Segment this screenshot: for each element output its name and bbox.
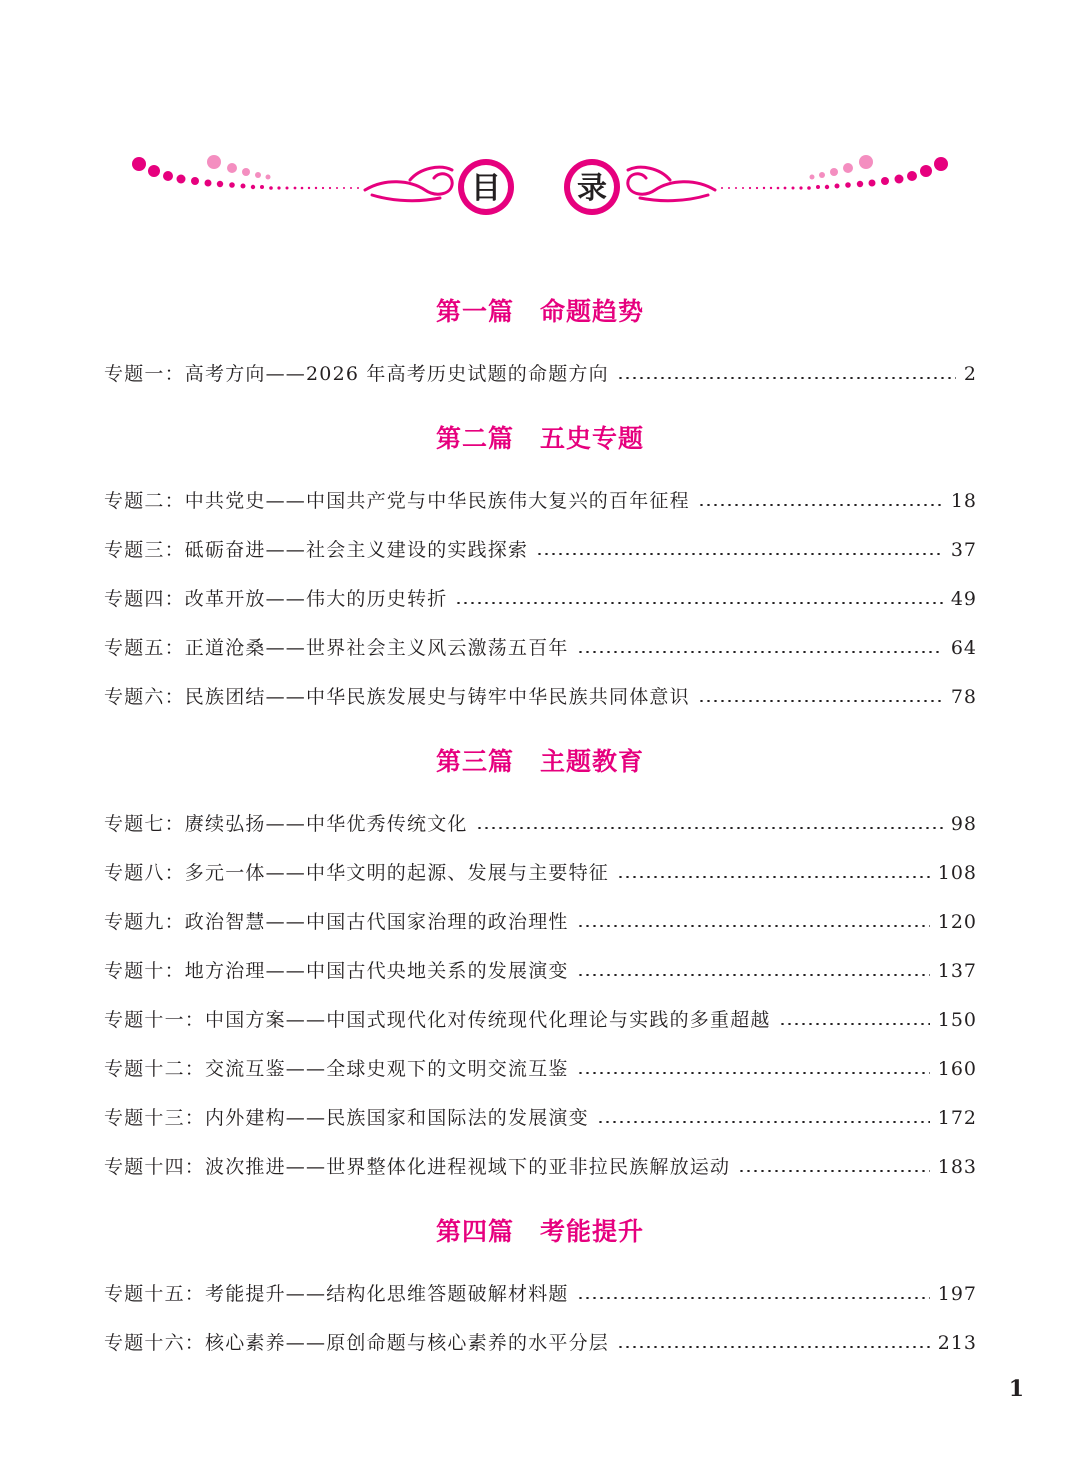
toc-entry[interactable] (104, 806, 977, 836)
toc-entry-page: 2 (963, 363, 977, 385)
right-swirl-ornament (628, 167, 715, 200)
part-title: 第二篇 五史专题 (435, 424, 644, 453)
toc-entry-page: 108 (937, 862, 977, 884)
dot-leader (698, 700, 943, 702)
toc-entry-title: 专题五：正道沧桑——世界社会主义风云激荡五百年 (104, 637, 569, 659)
toc-entry-title: 专题八：多元一体——中华文明的起源、发展与主要特征 (104, 862, 610, 884)
dot-leader (577, 1072, 930, 1074)
dot-leader (577, 1297, 930, 1299)
toc-entry-page: 160 (937, 1058, 977, 1080)
toc-entry-page: 120 (937, 911, 977, 933)
dot-leader (617, 876, 930, 878)
toc-entry[interactable] (104, 953, 977, 983)
toc-entry-title: 专题十二：交流互鉴——全球史观下的文明交流互鉴 (104, 1058, 569, 1080)
toc-entry-page: 18 (950, 490, 977, 512)
dot-leader (698, 504, 943, 506)
toc-entry-title: 专题七：赓续弘扬——中华优秀传统文化 (104, 813, 468, 835)
toc-entry[interactable] (104, 855, 977, 885)
toc-title-char-2: 录 (577, 171, 607, 206)
toc-entry-page: 37 (950, 539, 977, 561)
toc-entry-title: 专题十三：内外建构——民族国家和国际法的发展演变 (104, 1107, 589, 1129)
toc-entry-title: 专题十：地方治理——中国古代央地关系的发展演变 (104, 960, 569, 982)
dot-leader (779, 1023, 930, 1025)
dot-leader (577, 651, 943, 653)
toc-entry[interactable] (104, 1276, 977, 1306)
dot-leader (617, 377, 956, 379)
toc-entry-page: 49 (950, 588, 977, 610)
toc-title-char-1: 目 (471, 171, 501, 206)
toc-entry[interactable] (104, 630, 977, 660)
toc-header-ornament (0, 140, 1080, 240)
dot-leader (577, 925, 930, 927)
toc-entry-page: 137 (937, 960, 977, 982)
dot-leader (617, 1346, 930, 1348)
toc-entry-page: 150 (937, 1009, 977, 1031)
toc-entry-page: 172 (937, 1107, 977, 1129)
dot-leader (476, 827, 943, 829)
toc-entry-title: 专题三：砥砺奋进——社会主义建设的实践探索 (104, 539, 529, 561)
toc-entry-title: 专题六：民族团结——中华民族发展史与铸牢中华民族共同体意识 (104, 686, 690, 708)
toc-entry-page: 78 (950, 686, 977, 708)
toc-entry-title: 专题二：中共党史——中国共产党与中华民族伟大复兴的百年征程 (104, 490, 690, 512)
toc-entry-page: 183 (937, 1156, 977, 1178)
toc-entry-title: 专题十四：波次推进——世界整体化进程视域下的亚非拉民族解放运动 (104, 1156, 731, 1178)
toc-entry-page: 64 (950, 637, 977, 659)
dot-leader (455, 602, 942, 604)
toc-entry[interactable] (104, 356, 977, 386)
toc-entry[interactable] (104, 581, 977, 611)
toc-entry[interactable] (104, 483, 977, 513)
toc-entry-title: 专题十一：中国方案——中国式现代化对传统现代化理论与实践的多重超越 (104, 1009, 771, 1031)
toc-entry-title: 专题九：政治智慧——中国古代国家治理的政治理性 (104, 911, 569, 933)
dot-leader (577, 974, 930, 976)
dot-leader (738, 1170, 930, 1172)
right-pink-dots (810, 155, 874, 180)
toc-entry-title: 专题十六：核心素养——原创命题与核心素养的水平分层 (104, 1332, 610, 1354)
toc-entry[interactable] (104, 1149, 977, 1179)
toc-entry[interactable] (104, 679, 977, 709)
toc-entry[interactable] (104, 1051, 977, 1081)
toc-entry-title: 专题一：高考方向——2026 年高考历史试题的命题方向 (104, 363, 609, 385)
toc-entry[interactable] (104, 904, 977, 934)
toc-entry-title: 专题四：改革开放——伟大的历史转折 (104, 588, 448, 610)
toc-entry[interactable] (104, 1002, 977, 1032)
toc-entry-page: 197 (937, 1283, 977, 1305)
toc-entry[interactable] (104, 1100, 977, 1130)
dot-leader (597, 1121, 930, 1123)
part-title: 第四篇 考能提升 (435, 1217, 644, 1246)
part-title: 第三篇 主题教育 (435, 747, 644, 776)
toc-entry[interactable] (104, 532, 977, 562)
toc-entry-title: 专题十五：考能提升——结构化思维答题破解材料题 (104, 1283, 569, 1305)
dot-leader (536, 553, 943, 555)
page-number: 1 (1008, 1376, 1024, 1402)
toc-entry-page: 98 (950, 813, 977, 835)
toc-entry[interactable] (104, 1325, 977, 1355)
left-pink-dots (207, 155, 271, 180)
left-swirl-ornament (365, 167, 452, 200)
title-circle-1 (458, 159, 514, 215)
part-title: 第一篇 命题趋势 (435, 297, 644, 326)
toc-entry-page: 213 (937, 1332, 977, 1354)
title-circle-2 (564, 159, 620, 215)
